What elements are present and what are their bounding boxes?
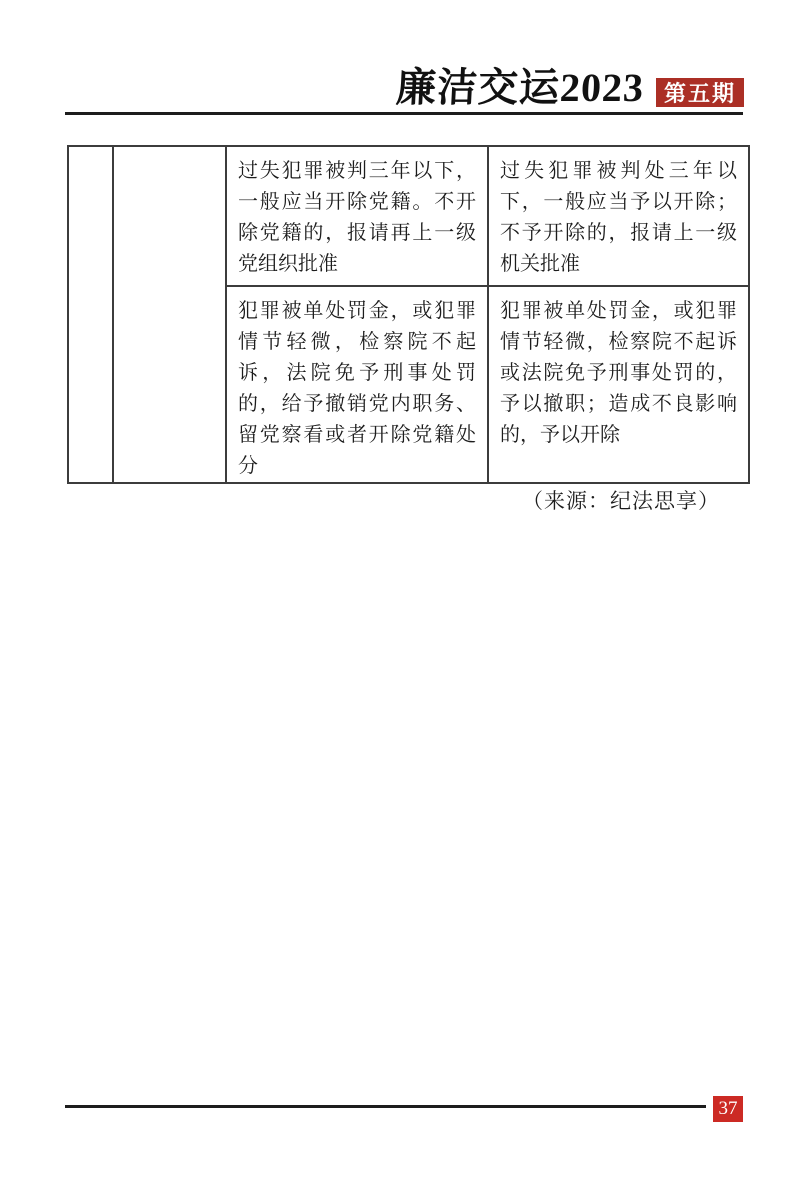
table-cell-admin-discipline-row2: 犯罪被单处罚金，或犯罪情节轻微，检察院不起诉或法院免予刑事处罚的，予以撤职；造成不良影响的，予以开除 — [488, 286, 749, 483]
discipline-comparison-table — [67, 145, 750, 484]
table-row — [68, 146, 749, 286]
table-cell-empty-2 — [113, 146, 226, 483]
table-cell-empty-1 — [68, 146, 113, 483]
table-cell-party-discipline-row1: 过失犯罪被判三年以下，一般应当开除党籍。不开除党籍的，报请再上一级党组织批准 — [226, 146, 488, 286]
header-rule — [65, 112, 743, 115]
issue-badge: 第五期 — [656, 78, 744, 107]
masthead — [394, 65, 744, 110]
publication-title: 廉洁交运2023 — [394, 65, 646, 110]
source-attribution: （来源：纪法思享） — [522, 489, 720, 513]
page-number-badge: 37 — [713, 1096, 743, 1122]
footer-rule — [65, 1105, 706, 1108]
table-cell-admin-discipline-row1: 过失犯罪被判处三年以下，一般应当予以开除；不予开除的，报请上一级机关批准 — [488, 146, 749, 286]
table-cell-party-discipline-row2: 犯罪被单处罚金，或犯罪情节轻微，检察院不起诉，法院免予刑事处罚的，给予撤销党内职务、留党察看或者开除党籍处分 — [226, 286, 488, 483]
